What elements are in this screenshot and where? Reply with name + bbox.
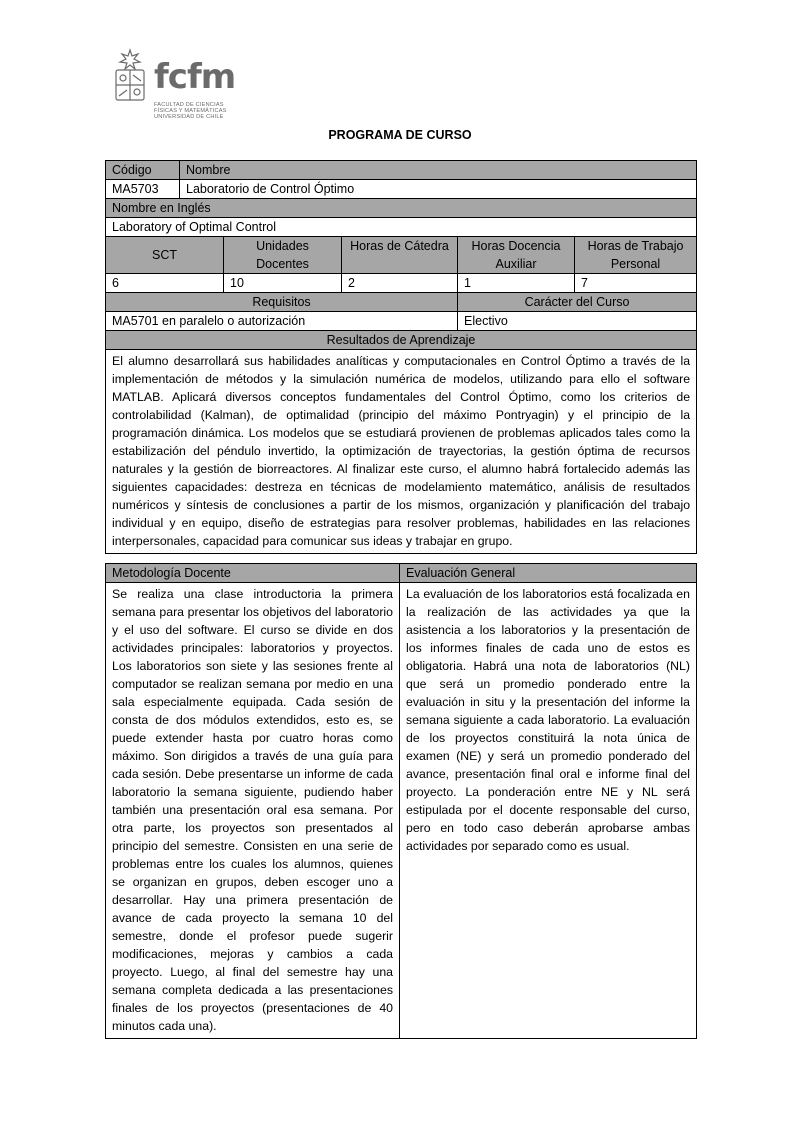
evaluation-header: Evaluación General xyxy=(400,564,697,583)
sct-value: 6 xyxy=(106,274,224,293)
university-seal-icon xyxy=(110,48,150,108)
hours-aux-value: 1 xyxy=(458,274,575,293)
hours-lecture-header: Horas de Cátedra xyxy=(342,237,458,274)
hours-personal-header: Horas de Trabajo Personal xyxy=(575,237,697,274)
hours-aux-header: Horas Docencia Auxiliar xyxy=(458,237,575,274)
requirements-value: MA5701 en paralelo o autorización xyxy=(106,312,458,331)
document-title: PROGRAMA DE CURSO xyxy=(328,128,472,142)
character-value: Electivo xyxy=(458,312,697,331)
hours-personal-value: 7 xyxy=(575,274,697,293)
logo-brand: fcfm xyxy=(154,57,236,97)
fcfm-logo xyxy=(110,46,250,132)
outcomes-text: El alumno desarrollará sus habilidades analíticas y computacionales en Control Óptimo a través de la implementación de métodos y la simulación numérica de modelos, utilizando para ello el software MATLAB. Aplicará diversos conceptos fundamentales del Control Óptimo, como los criterios de controlabilidad (Kalman), de optimalidad (principio del máximo Pontryagin) y el principio de la programación dinámica. Los modelos que se estudiará provienen de problemas aplicados tales como la estabilización del péndulo invertido, la optimización de trayectorias, la gestión óptima de recursos naturales y la gestión de biorreactores. Al finalizar este curso, el alumno habrá fortalecido además las siguientes capacidades: destreza en técnicas de modelamiento matemático, análisis de resultados numéricos y síntesis de conclusiones a partir de los mismos, organización y planificación del trabajo individual y en equipo, diseño de estrategias para resolver problemas, habilidades en las relaciones interpersonales, capacidad para comunicar sus ideas y trabajar en grupo. xyxy=(106,350,697,554)
methodology-text: Se realiza una clase introductoria la primera semana para presentar los objetivos del laboratorio y el uso del software. El curso se divide en dos actividades principales: laboratorios y proyectos. Los laboratorios son siete y las sesiones frente al computador se realizan semana por medio en una sala especialmente equipada. Cada sesión de consta de dos módulos extendidos, esto es, se puede extender hasta por cuatro horas como máximo. Son dirigidos a través de una guía para cada sesión. Debe presentarse un informe de cada laboratorio la semana siguiente, pudiendo haber también una presentación oral esa semana. Por otra parte, los proyectos son presentados al principio del semestre. Consisten en una serie de problemas entre los cuales los alumnos, quienes se organizan en grupos, deben escoger uno a desarrollar. Hay una primera presentación de avance de cada proyecto la semana 10 del semestre, donde el profesor puede sugerir modificaciones, mejoras y cambios a cada proyecto. Luego, al final del semestre hay una semana completa dedicada a las presentaciones finales de los proyectos (presentaciones de 40 minutos cada una). xyxy=(106,583,400,1039)
english-name: Laboratory of Optimal Control xyxy=(106,218,697,237)
units-header: Unidades Docentes xyxy=(224,237,342,274)
hours-lecture-value: 2 xyxy=(342,274,458,293)
course-name: Laboratorio de Control Óptimo xyxy=(180,180,697,199)
logo-subtitle: FACULTAD DE CIENCIAS FÍSICAS Y MATEMÁTICAS UNIVERSIDAD DE CHILE xyxy=(154,102,227,121)
course-info-table xyxy=(105,160,697,554)
code-header: Código xyxy=(106,161,180,180)
sct-header: SCT xyxy=(106,237,224,274)
units-value: 10 xyxy=(224,274,342,293)
evaluation-text: La evaluación de los laboratorios está focalizada en la realización de las actividades ya que la asistencia a los laboratorios y la presentación de los informes finales de cada uno de estos es obligatoria. Habrá una nota de laboratorios (NL) que será un promedio ponderado entre la evaluación in situ y la presentación del informe la semana siguiente a cada laboratorio. La evaluación de los proyectos constituirá la nota única de examen (NE) y será un promedio ponderado del avance, presentación final oral e informe final del proyecto. La ponderación entre NE y NL será estipulada por el docente responsable del curso, pero en todo caso deberán aprobarse ambas actividades por separado como es usual. xyxy=(400,583,697,1039)
requirements-header: Requisitos xyxy=(106,293,458,312)
course-code: MA5703 xyxy=(106,180,180,199)
outcomes-header: Resultados de Aprendizaje xyxy=(106,331,697,350)
character-header: Carácter del Curso xyxy=(458,293,697,312)
english-name-header: Nombre en Inglés xyxy=(106,199,697,218)
name-header: Nombre xyxy=(180,161,697,180)
methodology-header: Metodología Docente xyxy=(106,564,400,583)
methodology-evaluation-table xyxy=(105,563,697,1039)
